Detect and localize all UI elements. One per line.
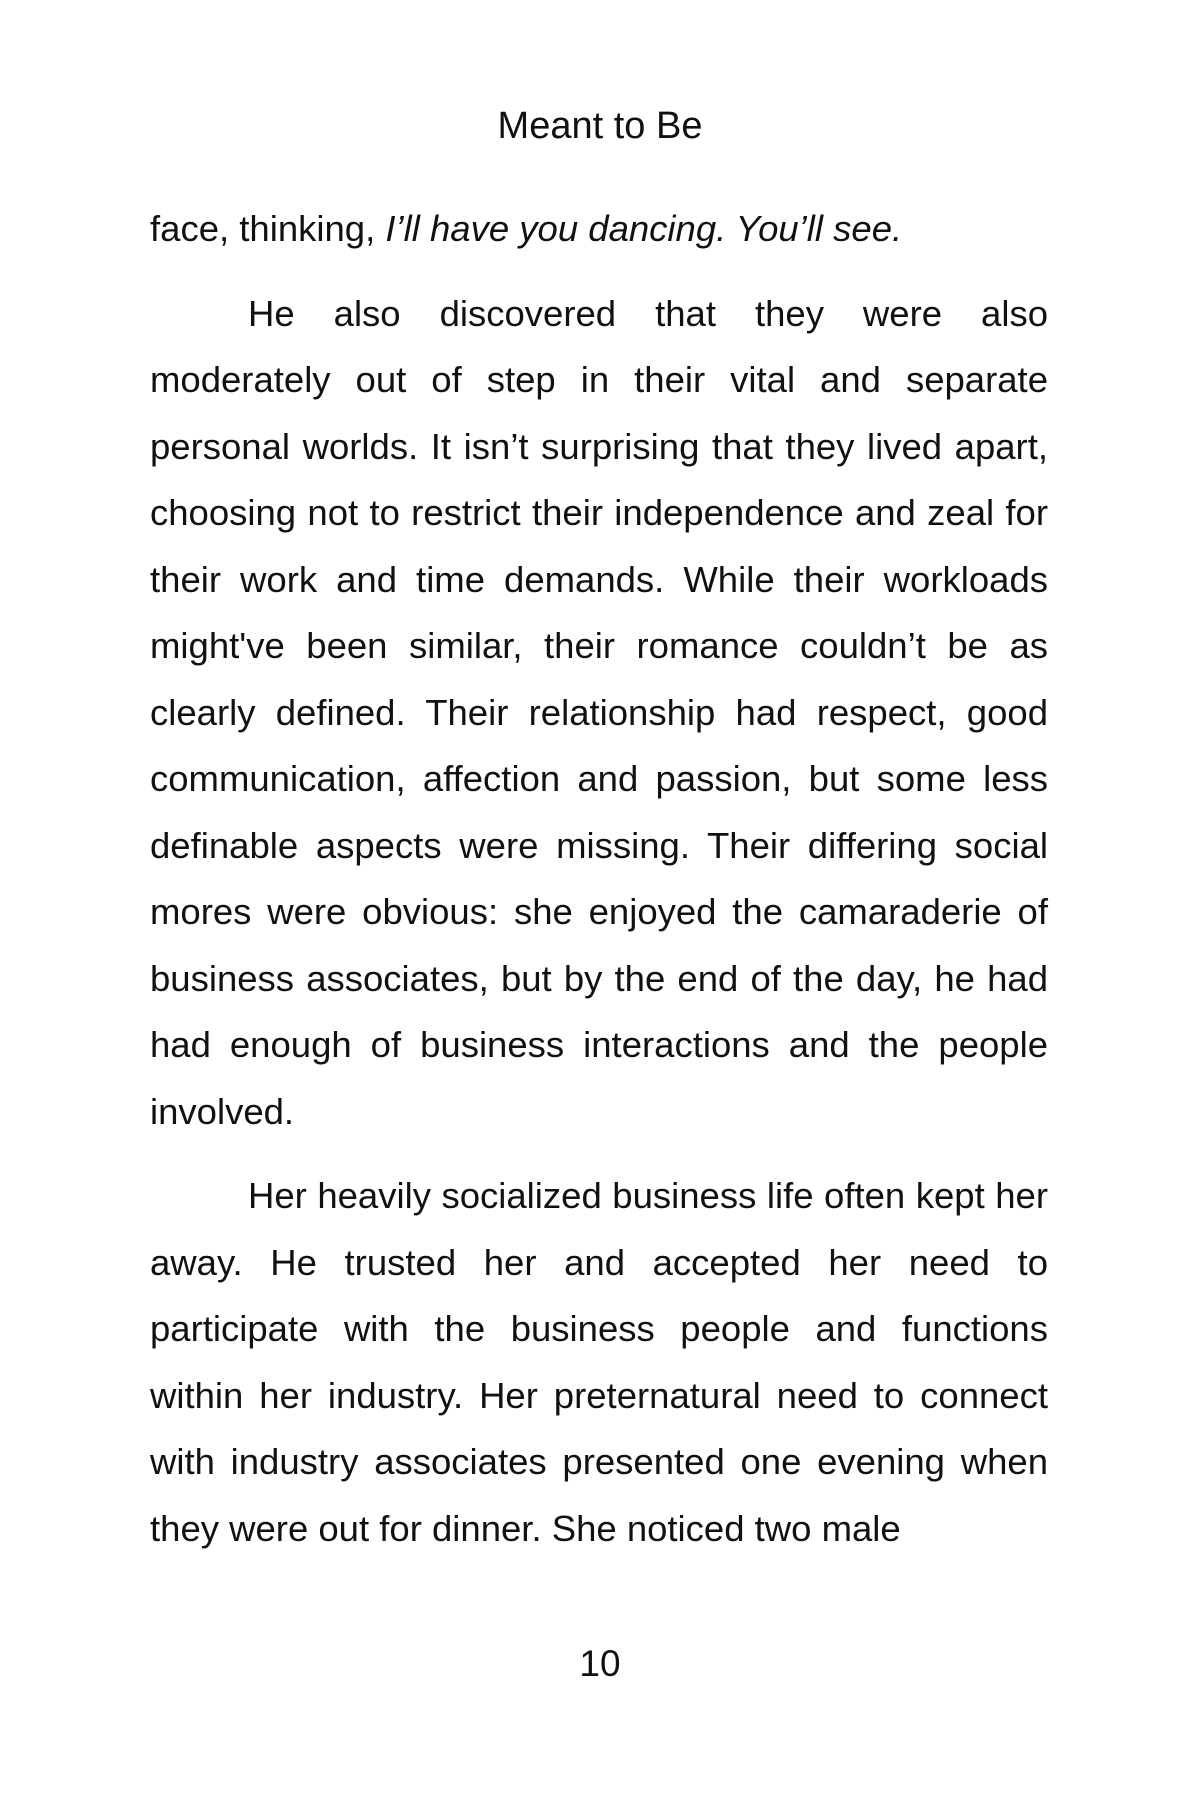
running-head: Meant to Be xyxy=(497,105,703,147)
continued-paragraph xyxy=(150,196,1048,263)
paragraph: He also discovered that they were also moderately out of step in their vital and separate personal worlds. It isn’t surprising that they lived apart, choosing not to restrict their independence and zeal for their work and time demands. While their workloads might've been similar, their romance couldn’t be as clearly defined. Their relationship had respect, good communication, affection and passion, but some less definable aspects were missing. Their differing social mores were obvious: she enjoyed the camaraderie of business associates, but by the end of the day, he had had enough of business interactions and the people involved. xyxy=(150,292,1048,1132)
paragraph: Her heavily socialized business life often kept her away. He trusted her and accepted her need to participate with the business people and functions within her industry. Her preternatural need to connect with industry associates presented one evening when they were out for dinner. She noticed two male xyxy=(150,1175,1048,1549)
page-number: 10 xyxy=(579,1643,621,1684)
body-text xyxy=(150,196,1048,1562)
italic-thought: I’ll have you dancing. You’ll see. xyxy=(385,208,903,249)
opening-lead-text: face, thinking, xyxy=(150,208,386,249)
